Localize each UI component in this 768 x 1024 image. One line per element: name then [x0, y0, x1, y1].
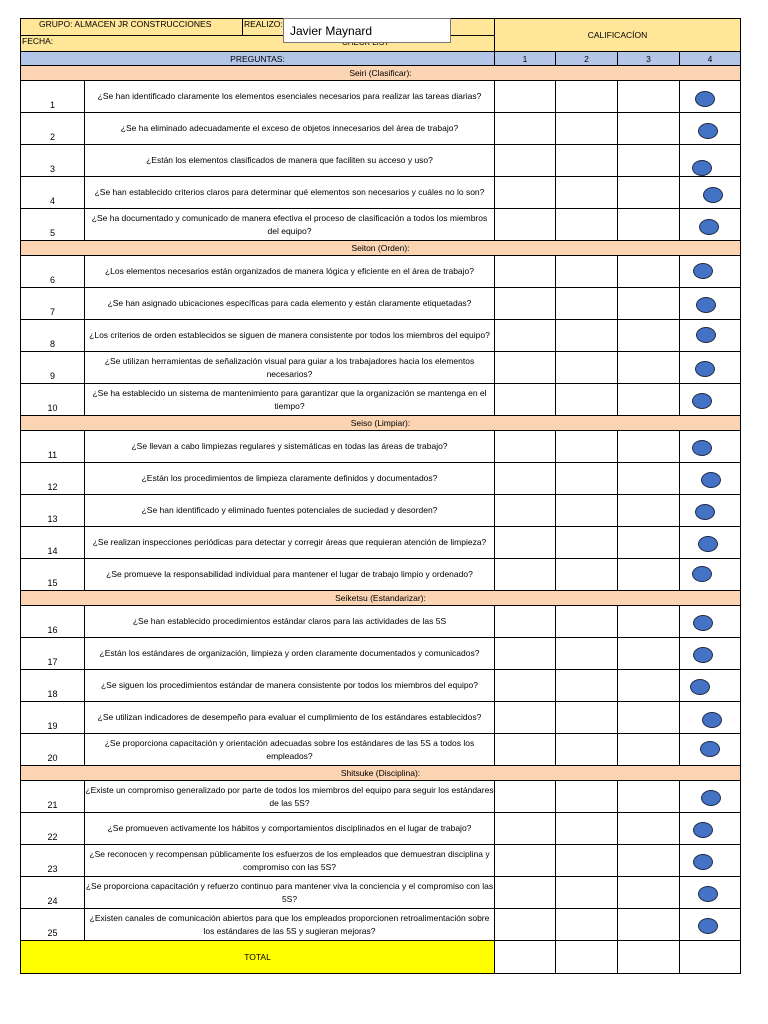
score-cell-3[interactable]: [618, 909, 680, 941]
question-number: 8: [21, 320, 85, 352]
question-row: [21, 638, 741, 670]
selected-score-mark: [702, 712, 722, 728]
score-cell-1[interactable]: [495, 877, 556, 909]
score-cell-3[interactable]: [618, 734, 680, 766]
total-cell-4[interactable]: [680, 941, 741, 974]
score-cell-4[interactable]: [680, 606, 741, 638]
score-cell-4[interactable]: [680, 209, 741, 241]
score-cell-2[interactable]: [556, 559, 618, 591]
score-cell-2[interactable]: [556, 145, 618, 177]
question-text: ¿Los elementos necesarios están organizados de manera lógica y eficiente en el área de trabajo?: [85, 256, 495, 288]
score-cell-2[interactable]: [556, 320, 618, 352]
score-cell-1[interactable]: [495, 734, 556, 766]
question-number: 23: [21, 845, 85, 877]
score-cell-3[interactable]: [618, 384, 680, 416]
question-number: 3: [21, 145, 85, 177]
score-cell-3[interactable]: [618, 877, 680, 909]
score-header-1: 1: [495, 52, 556, 66]
question-text: ¿Se promueve la responsabilidad individual para mantener el lugar de trabajo limpio y ordenado?: [85, 559, 495, 591]
preguntas-header: PREGUNTAS:: [21, 52, 495, 66]
question-number: 7: [21, 288, 85, 320]
score-cell-4[interactable]: [680, 670, 741, 702]
question-row: [21, 384, 741, 416]
question-number: 20: [21, 734, 85, 766]
selected-score-mark: [690, 679, 710, 695]
score-cell-2[interactable]: [556, 81, 618, 113]
question-row: [21, 256, 741, 288]
score-cell-1[interactable]: [495, 145, 556, 177]
question-number: 15: [21, 559, 85, 591]
score-cell-2[interactable]: [556, 781, 618, 813]
question-number: 6: [21, 256, 85, 288]
score-cell-2[interactable]: [556, 495, 618, 527]
question-text: ¿Se han asignado ubicaciones específicas para cada elemento y están claramente etiquetadas?: [85, 288, 495, 320]
question-text: ¿Se han establecido criterios claros para determinar qué elementos son necesarios y cuáles no lo son?: [85, 177, 495, 209]
selected-score-mark: [692, 566, 712, 582]
score-cell-1[interactable]: [495, 320, 556, 352]
score-cell-1[interactable]: [495, 606, 556, 638]
question-text: ¿Se han identificado claramente los elementos esenciales necesarios para realizar las tareas diarias?: [85, 81, 495, 113]
score-cell-3[interactable]: [618, 288, 680, 320]
question-number: 25: [21, 909, 85, 941]
score-cell-3[interactable]: [618, 81, 680, 113]
score-cell-3[interactable]: [618, 495, 680, 527]
score-cell-2[interactable]: [556, 431, 618, 463]
realizo-label: REALIZO:: [243, 19, 495, 36]
question-row: [21, 288, 741, 320]
calificacion-header: CALIFICACÍON: [495, 19, 741, 52]
realizo-name-field[interactable]: Javier Maynard: [283, 18, 451, 43]
score-cell-4[interactable]: [680, 495, 741, 527]
question-row: [21, 559, 741, 591]
selected-score-mark: [695, 91, 715, 107]
score-cell-3[interactable]: [618, 177, 680, 209]
score-cell-4[interactable]: [680, 734, 741, 766]
score-cell-2[interactable]: [556, 288, 618, 320]
selected-score-mark: [693, 263, 713, 279]
question-text: ¿Se proporciona capacitación y orientación adecuadas sobre los estándares de las 5S a todos los empleados?: [85, 734, 495, 766]
question-row: [21, 527, 741, 559]
score-cell-2[interactable]: [556, 352, 618, 384]
selected-score-mark: [696, 327, 716, 343]
score-cell-2[interactable]: [556, 256, 618, 288]
score-cell-2[interactable]: [556, 463, 618, 495]
question-number: 2: [21, 113, 85, 145]
question-number: 24: [21, 877, 85, 909]
selected-score-mark: [698, 536, 718, 552]
score-cell-4[interactable]: [680, 352, 741, 384]
score-cell-1[interactable]: [495, 463, 556, 495]
selected-score-mark: [693, 822, 713, 838]
score-cell-3[interactable]: [618, 670, 680, 702]
score-cell-2[interactable]: [556, 177, 618, 209]
question-text: ¿Se promueven activamente los hábitos y comportamientos disciplinados en el lugar de trabajo?: [85, 813, 495, 845]
score-cell-4[interactable]: [680, 877, 741, 909]
question-row: [21, 209, 741, 241]
question-text: ¿Se siguen los procedimientos estándar de manera consistente por todos los miembros del equipo?: [85, 670, 495, 702]
question-row: [21, 177, 741, 209]
selected-score-mark: [695, 504, 715, 520]
score-cell-2[interactable]: [556, 909, 618, 941]
question-row: [21, 909, 741, 941]
score-cell-3[interactable]: [618, 781, 680, 813]
score-cell-1[interactable]: [495, 495, 556, 527]
selected-score-mark: [701, 790, 721, 806]
question-row: [21, 781, 741, 813]
question-number: 22: [21, 813, 85, 845]
selected-score-mark: [698, 886, 718, 902]
question-text: ¿Se han establecido procedimientos estándar claros para las actividades de las 5S: [85, 606, 495, 638]
score-cell-2[interactable]: [556, 702, 618, 734]
score-cell-2[interactable]: [556, 384, 618, 416]
score-cell-3[interactable]: [618, 559, 680, 591]
question-text: ¿Se reconocen y recompensan públicamente los esfuerzos de los empleados que demuestran disciplina y compromiso con las 5S?: [85, 845, 495, 877]
score-cell-4[interactable]: [680, 177, 741, 209]
score-cell-4[interactable]: [680, 781, 741, 813]
selected-score-mark: [692, 440, 712, 456]
score-cell-2[interactable]: [556, 209, 618, 241]
score-cell-3[interactable]: [618, 320, 680, 352]
question-text: ¿Están los elementos clasificados de manera que faciliten su acceso y uso?: [85, 145, 495, 177]
selected-score-mark: [693, 647, 713, 663]
score-cell-2[interactable]: [556, 606, 618, 638]
question-text: ¿Están los procedimientos de limpieza claramente definidos y documentados?: [85, 463, 495, 495]
question-number: 16: [21, 606, 85, 638]
question-text: ¿Se utilizan herramientas de señalización visual para guiar a los trabajadores hacia los elementos necesarios?: [85, 352, 495, 384]
selected-score-mark: [693, 854, 713, 870]
score-cell-3[interactable]: [618, 256, 680, 288]
selected-score-mark: [698, 918, 718, 934]
score-cell-4[interactable]: [680, 256, 741, 288]
score-cell-2[interactable]: [556, 113, 618, 145]
score-cell-3[interactable]: [618, 113, 680, 145]
selected-score-mark: [700, 741, 720, 757]
score-cell-4[interactable]: [680, 845, 741, 877]
score-cell-4[interactable]: [680, 288, 741, 320]
total-cell-1[interactable]: [495, 941, 556, 974]
score-cell-1[interactable]: [495, 909, 556, 941]
question-row: [21, 113, 741, 145]
score-cell-1[interactable]: [495, 702, 556, 734]
section-header: Seiketsu (Estandarizar):: [21, 591, 741, 606]
question-number: 21: [21, 781, 85, 813]
selected-score-mark: [695, 361, 715, 377]
score-cell-4[interactable]: [680, 527, 741, 559]
question-number: 9: [21, 352, 85, 384]
question-row: [21, 734, 741, 766]
question-number: 5: [21, 209, 85, 241]
score-cell-3[interactable]: [618, 431, 680, 463]
score-cell-1[interactable]: [495, 781, 556, 813]
question-number: 18: [21, 670, 85, 702]
section-header: Seiri (Clasificar):: [21, 66, 741, 81]
section-header: Seiso (Limpiar):: [21, 416, 741, 431]
question-text: ¿Los criterios de orden establecidos se siguen de manera consistente por todos los miembros del equipo?: [85, 320, 495, 352]
score-cell-2[interactable]: [556, 527, 618, 559]
score-cell-1[interactable]: [495, 559, 556, 591]
question-row: [21, 463, 741, 495]
group-label: GRUPO: ALMACEN JR CONSTRUCCIONES: [21, 19, 243, 36]
total-label: TOTAL: [21, 941, 495, 974]
selected-score-mark: [699, 219, 719, 235]
score-cell-4[interactable]: [680, 638, 741, 670]
score-cell-1[interactable]: [495, 113, 556, 145]
score-cell-4[interactable]: [680, 320, 741, 352]
score-cell-1[interactable]: [495, 81, 556, 113]
score-cell-1[interactable]: [495, 813, 556, 845]
question-text: ¿Se proporciona capacitación y refuerzo continuo para mantener viva la conciencia y el compromiso con las 5S?: [85, 877, 495, 909]
question-row: [21, 320, 741, 352]
score-cell-4[interactable]: [680, 113, 741, 145]
question-number: 14: [21, 527, 85, 559]
score-cell-3[interactable]: [618, 606, 680, 638]
selected-score-mark: [693, 615, 713, 631]
score-cell-2[interactable]: [556, 638, 618, 670]
score-header-2: 2: [556, 52, 618, 66]
score-cell-3[interactable]: [618, 813, 680, 845]
question-text: ¿Se utilizan indicadores de desempeño para evaluar el cumplimiento de los estándares establecidos?: [85, 702, 495, 734]
score-cell-2[interactable]: [556, 813, 618, 845]
checklist-table: [20, 18, 741, 974]
question-number: 1: [21, 81, 85, 113]
score-cell-1[interactable]: [495, 209, 556, 241]
question-text: ¿Se han identificado y eliminado fuentes potenciales de suciedad y desorden?: [85, 495, 495, 527]
score-cell-4[interactable]: [680, 813, 741, 845]
question-number: 17: [21, 638, 85, 670]
score-cell-3[interactable]: [618, 702, 680, 734]
score-cell-1[interactable]: [495, 352, 556, 384]
question-number: 12: [21, 463, 85, 495]
question-number: 10: [21, 384, 85, 416]
question-row: [21, 352, 741, 384]
score-cell-4[interactable]: [680, 702, 741, 734]
score-cell-4[interactable]: [680, 463, 741, 495]
question-row: [21, 670, 741, 702]
score-cell-4[interactable]: [680, 81, 741, 113]
score-cell-1[interactable]: [495, 527, 556, 559]
selected-score-mark: [696, 297, 716, 313]
score-cell-1[interactable]: [495, 384, 556, 416]
question-text: ¿Se ha eliminado adecuadamente el exceso de objetos innecesarios del área de trabajo?: [85, 113, 495, 145]
question-text: ¿Existe un compromiso generalizado por parte de todos los miembros del equipo para seguir los estándares de las 5S?: [85, 781, 495, 813]
score-cell-3[interactable]: [618, 463, 680, 495]
question-row: [21, 702, 741, 734]
score-cell-1[interactable]: [495, 638, 556, 670]
total-cell-3[interactable]: [618, 941, 680, 974]
score-cell-1[interactable]: [495, 288, 556, 320]
question-text: ¿Existen canales de comunicación abiertos para que los empleados proporcionen retroalimentación sobre los estándares de las 5S y sugieran mejoras?: [85, 909, 495, 941]
fecha-label: FECHA:: [21, 36, 495, 52]
score-cell-3[interactable]: [618, 638, 680, 670]
question-row: [21, 81, 741, 113]
score-cell-1[interactable]: [495, 256, 556, 288]
score-cell-2[interactable]: [556, 877, 618, 909]
score-cell-1[interactable]: [495, 845, 556, 877]
score-cell-3[interactable]: [618, 209, 680, 241]
score-cell-4[interactable]: [680, 384, 741, 416]
score-cell-4[interactable]: [680, 909, 741, 941]
score-cell-4[interactable]: [680, 145, 741, 177]
score-cell-4[interactable]: [680, 559, 741, 591]
section-header: Shitsuke (Disciplina):: [21, 766, 741, 781]
score-cell-4[interactable]: [680, 431, 741, 463]
selected-score-mark: [701, 472, 721, 488]
score-cell-1[interactable]: [495, 177, 556, 209]
question-row: [21, 606, 741, 638]
section-header: Seiton (Orden):: [21, 241, 741, 256]
question-number: 11: [21, 431, 85, 463]
score-header-4: 4: [680, 52, 741, 66]
question-number: 19: [21, 702, 85, 734]
question-row: [21, 845, 741, 877]
selected-score-mark: [692, 393, 712, 409]
score-cell-3[interactable]: [618, 845, 680, 877]
score-cell-3[interactable]: [618, 145, 680, 177]
question-text: ¿Se ha establecido un sistema de mantenimiento para garantizar que la organización se mantenga en el tiempo?: [85, 384, 495, 416]
score-header-3: 3: [618, 52, 680, 66]
question-text: ¿Se realizan inspecciones periódicas para detectar y corregir áreas que requieran atención de limpieza?: [85, 527, 495, 559]
question-number: 4: [21, 177, 85, 209]
question-text: ¿Están los estándares de organización, limpieza y orden claramente documentados y comunicados?: [85, 638, 495, 670]
score-cell-1[interactable]: [495, 670, 556, 702]
question-number: 13: [21, 495, 85, 527]
selected-score-mark: [703, 187, 723, 203]
score-cell-1[interactable]: [495, 431, 556, 463]
selected-score-mark: [692, 160, 712, 176]
score-cell-2[interactable]: [556, 845, 618, 877]
question-row: [21, 145, 741, 177]
question-text: ¿Se llevan a cabo limpiezas regulares y sistemáticas en todas las áreas de trabajo?: [85, 431, 495, 463]
selected-score-mark: [698, 123, 718, 139]
score-cell-3[interactable]: [618, 527, 680, 559]
question-row: [21, 877, 741, 909]
score-cell-3[interactable]: [618, 352, 680, 384]
question-row: [21, 813, 741, 845]
total-cell-2[interactable]: [556, 941, 618, 974]
score-cell-2[interactable]: [556, 734, 618, 766]
question-text: ¿Se ha documentado y comunicado de manera efectiva el proceso de clasificación a todos los miembros del equipo?: [85, 209, 495, 241]
score-cell-2[interactable]: [556, 670, 618, 702]
question-row: [21, 495, 741, 527]
question-row: [21, 431, 741, 463]
